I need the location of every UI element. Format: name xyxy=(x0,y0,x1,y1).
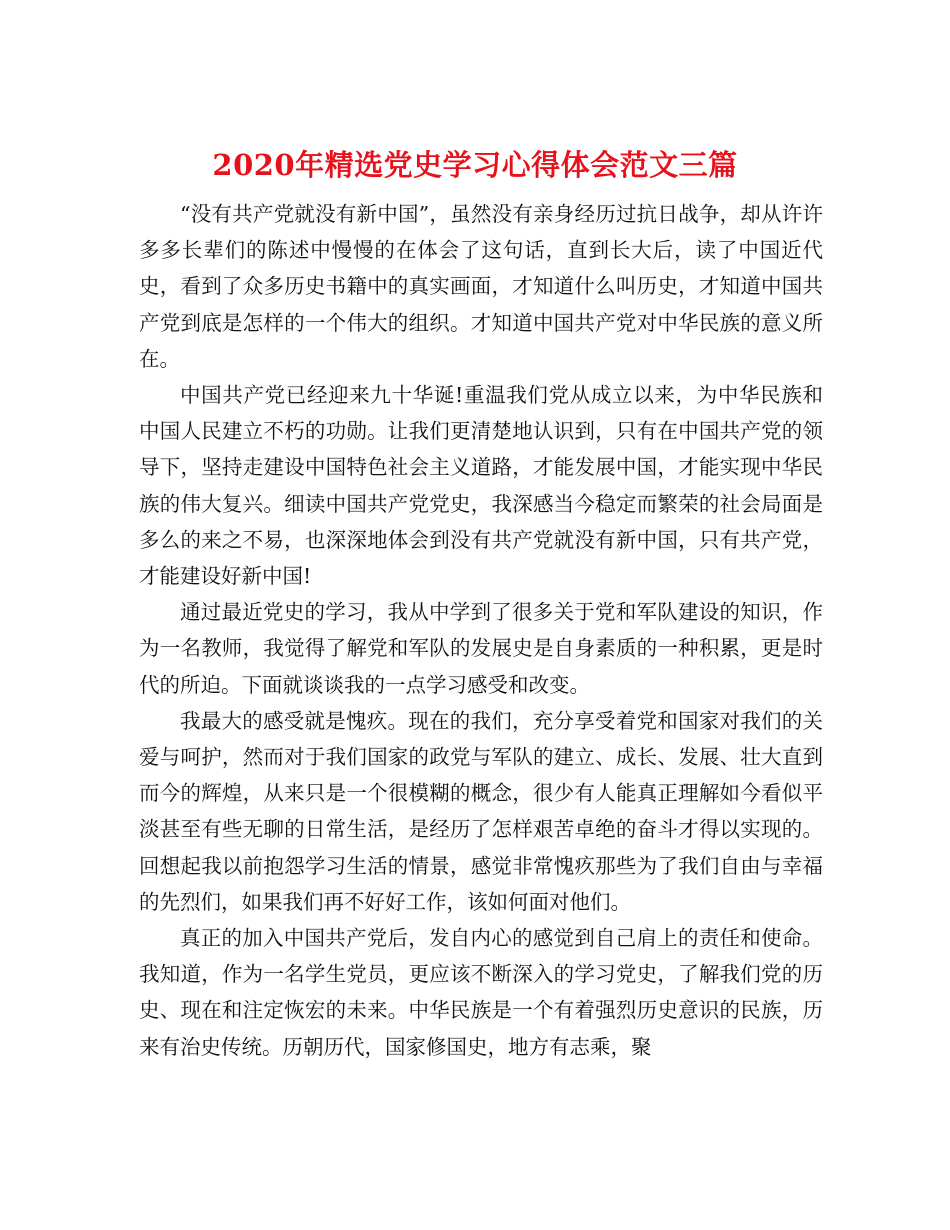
paragraph-5: 真正的加入中国共产党后，发自内心的感觉到自己肩上的责任和使命。我知道，作为一名学生党员，更应该不断深入的学习党史，了解我们党的历史、现在和注定恢宏的未来。中华民族是一个有着强烈历史意识的民族，历来有治史传统。历朝历代，国家修国史，地方有志乘，聚 xyxy=(139,926,823,1059)
document-title: 2020年精选党史学习心得体会范文三篇 xyxy=(212,148,738,183)
paragraph-2: 中国共产党已经迎来九十华诞!重温我们党从成立以来，为中华民族和中国人民建立不朽的功勋。让我们更清楚地认识到，只有在中国共产党的领导下，坚持走建设中国特色社会主义道路，才能发展中国，才能实现中华民族的伟大复兴。细读中国共产党党史，我深感当今稳定而繁荣的社会局面是多么的来之不易，也深深地体会到没有共产党就没有新中国，只有共产党，才能建设好新中国! xyxy=(139,383,823,589)
paragraph-4: 我最大的感受就是愧疚。现在的我们，充分享受着党和国家对我们的关爱与呵护，然而对于我们国家的政党与军队的建立、成长、发展、壮大直到而今的辉煌，从来只是一个很模糊的概念，很少有人能真正理解如今看似平淡甚至有些无聊的日常生活，是经历了怎样艰苦卓绝的奋斗才得以实现的。回想起我以前抱怨学习生活的情景，感觉非常愧疚那些为了我们自由与幸福的先烈们，如果我们再不好好工作，该如何面对他们。 xyxy=(139,708,823,914)
paragraph-1: “没有共产党就没有新中国”，虽然没有亲身经历过抗日战争，却从许许多多长辈们的陈述中慢慢的在体会了这句话，直到长大后，读了中国近代史，看到了众多历史书籍中的真实画面，才知道什么叫历史，才知道中国共产党到底是怎样的一个伟大的组织。才知道中国共产党对中华民族的意义所在。 xyxy=(139,202,823,371)
paragraph-3: 通过最近党史的学习，我从中学到了很多关于党和军队建设的知识，作为一名教师，我觉得了解党和军队的发展史是自身素质的一种积累，更是时代的所迫。下面就谈谈我的一点学习感受和改变。 xyxy=(139,600,823,697)
document-body xyxy=(139,196,823,1065)
